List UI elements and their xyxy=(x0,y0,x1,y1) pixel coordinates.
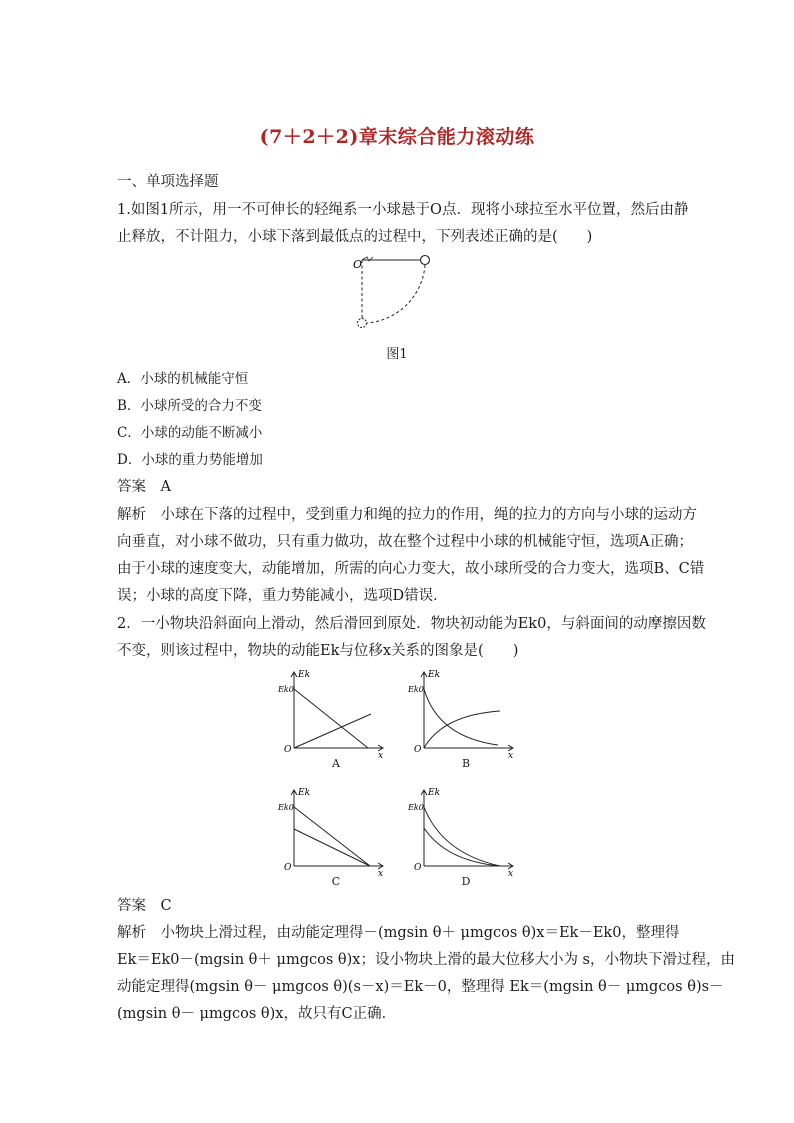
origin-label: O xyxy=(284,863,292,873)
q2-analysis-3: 动能定理得(mgsin θ－ μmgcos θ)(s－x)＝Ek－0，整理得 Ek＝(mgsin θ－ μmgcos θ)s－ xyxy=(117,979,724,995)
ek0-label: Ek0 xyxy=(278,685,294,694)
ball-bottom xyxy=(358,319,367,328)
q1-option-a: A．小球的机械能守恒 xyxy=(117,371,249,387)
graph-a-caption: A xyxy=(332,757,340,770)
page-title: (7＋2＋2)章末综合能力滚动练 xyxy=(259,126,535,148)
curve-lower xyxy=(424,828,500,866)
q1-option-b: B．小球所受的合力不变 xyxy=(117,398,262,414)
q1-option-d: D．小球的重力势能增加 xyxy=(117,452,263,468)
x-label: x xyxy=(508,869,514,878)
q1-analysis-1: 解析 小球在下落的过程中，受到重力和绳的拉力的作用，绳的拉力的方向与小球的运动方 xyxy=(117,507,697,523)
graph-d-caption: D xyxy=(461,875,471,888)
curve-increasing xyxy=(424,711,500,748)
origin-label: O xyxy=(414,745,422,755)
graph-b-caption: B xyxy=(461,757,471,770)
x-label: x xyxy=(508,751,514,760)
ek-label: Ek xyxy=(298,788,311,798)
graph-a xyxy=(278,665,388,760)
curve-decreasing xyxy=(424,689,498,745)
q2-stem-line2: 不变，则该过程中，物块的动能Ek与位移x关系的图象是( ) xyxy=(117,643,519,659)
q1-option-c: C．小球的动能不断减小 xyxy=(117,425,263,441)
q1-stem-line1: 1.如图1所示，用一不可伸长的轻绳系一小球悬于O点．现将小球拉至水平位置，然后由静 xyxy=(117,202,689,218)
ek0-label: Ek0 xyxy=(278,803,294,812)
ek0-label: Ek0 xyxy=(408,685,424,694)
curve-lower xyxy=(294,829,370,866)
figure-1-pendulum xyxy=(345,250,445,335)
ek-label: Ek xyxy=(428,670,441,680)
origin-label: O xyxy=(284,745,292,755)
ek-label: Ek xyxy=(298,670,311,680)
graph-c-caption: C xyxy=(331,875,341,888)
q2-analysis-2: Ek＝Ek0－(mgsin θ＋ μmgcos θ)x；设小物块上滑的最大位移大小为 s，小物块下滑过程，由 xyxy=(117,952,735,968)
figure-1-caption: 图1 xyxy=(386,347,408,362)
q2-analysis-1: 解析 小物块上滑过程，由动能定理得－(mgsin θ＋ μmgcos θ)x＝Ek－Ek0，整理得 xyxy=(117,925,680,941)
curve-upper xyxy=(294,807,370,866)
q1-answer: 答案 A xyxy=(117,479,171,495)
q1-analysis-3: 由于小球的速度变大，动能增加，所需的向心力变大，故小球所受的合力变大，选项B、C错 xyxy=(117,561,705,577)
q2-stem-line1: 2．一小物块沿斜面向上滑动，然后滑回到原处．物块初动能为Ek0，与斜面间的动摩擦因数 xyxy=(117,616,706,632)
ball-start xyxy=(421,256,430,265)
graph-d xyxy=(408,783,518,878)
swing-arc xyxy=(367,265,425,323)
x-label: x xyxy=(378,751,384,760)
q1-analysis-4: 误；小球的高度下降，重力势能减小，选项D错误． xyxy=(117,588,448,604)
ek-label: Ek xyxy=(428,788,441,798)
q2-analysis-4: (mgsin θ－ μmgcos θ)x，故只有C正确． xyxy=(117,1006,397,1022)
origin-label: O xyxy=(414,863,422,873)
graph-c xyxy=(278,783,388,878)
graph-b xyxy=(408,665,518,760)
x-label: x xyxy=(378,869,384,878)
q1-stem-line2: 止释放，不计阻力，小球下落到最低点的过程中，下列表述正确的是( ) xyxy=(117,229,593,245)
point-o-label: O xyxy=(353,258,363,271)
q2-answer: 答案 C xyxy=(117,898,172,914)
ek0-label: Ek0 xyxy=(408,803,424,812)
q1-analysis-2: 向垂直，对小球不做功，只有重力做功，故在整个过程中小球的机械能守恒，选项A正确； xyxy=(117,534,693,550)
curve-decreasing xyxy=(294,689,368,748)
section-heading: 一、单项选择题 xyxy=(117,174,219,190)
